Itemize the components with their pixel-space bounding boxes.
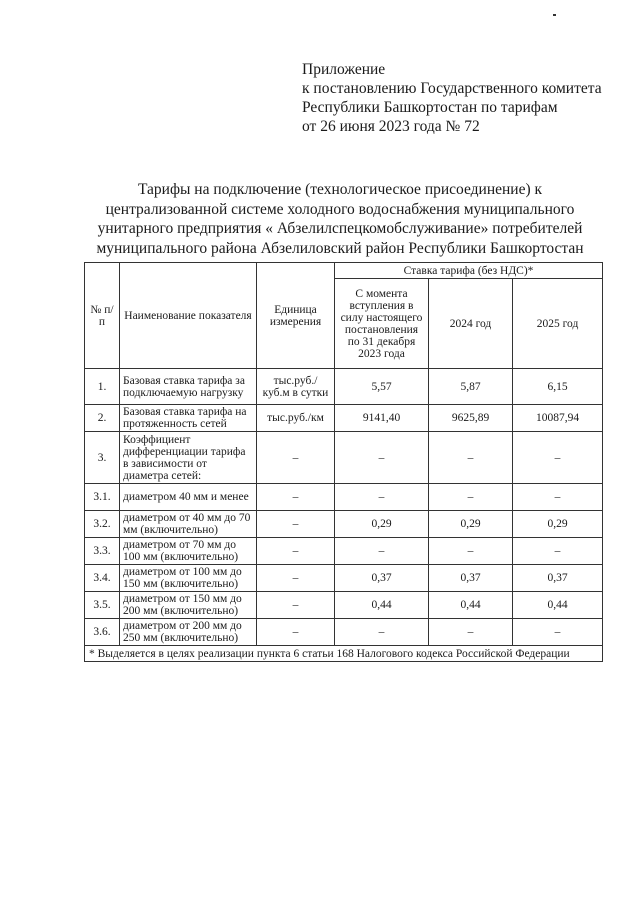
row-value-2025: – xyxy=(513,538,603,565)
row-value-current: – xyxy=(335,538,429,565)
row-value-2024: 0,29 xyxy=(429,511,513,538)
row-unit: – xyxy=(257,592,335,619)
row-value-2024: 5,87 xyxy=(429,369,513,405)
row-value-current: – xyxy=(335,619,429,646)
row-name: Базовая ставка тарифа на протяженность сетей xyxy=(120,405,257,432)
row-value-2025: – xyxy=(513,484,603,511)
row-value-2025: 6,15 xyxy=(513,369,603,405)
row-unit: – xyxy=(257,511,335,538)
row-value-2025: 0,37 xyxy=(513,565,603,592)
row-value-current: 9141,40 xyxy=(335,405,429,432)
title-line: Тарифы на подключение (технологическое присоединение) к xyxy=(137,181,543,198)
row-unit: тыс.руб./км xyxy=(257,405,335,432)
row-value-current: – xyxy=(335,432,429,484)
table-row xyxy=(85,565,603,592)
row-num: 3.3. xyxy=(85,538,120,565)
tariff-table xyxy=(84,262,603,662)
header-unit: Единица измерения xyxy=(257,263,335,369)
row-unit: – xyxy=(257,619,335,646)
row-unit: – xyxy=(257,484,335,511)
row-unit: – xyxy=(257,565,335,592)
appendix-line: от 26 июня 2023 года № 72 xyxy=(302,118,480,135)
row-value-2024: 9625,89 xyxy=(429,405,513,432)
table-row xyxy=(85,511,603,538)
row-name: диаметром от 200 мм до 250 мм (включительно) xyxy=(120,619,257,646)
row-name: Коэффициент дифференциации тарифа в зависимости от диаметра сетей: xyxy=(120,432,257,484)
row-value-2024: – xyxy=(429,484,513,511)
row-num: 2. xyxy=(85,405,120,432)
row-unit: – xyxy=(257,432,335,484)
appendix-line: Республики Башкортостан по тарифам xyxy=(302,99,558,116)
row-value-current: 5,57 xyxy=(335,369,429,405)
row-value-2024: 0,44 xyxy=(429,592,513,619)
row-value-current: 0,29 xyxy=(335,511,429,538)
row-value-2024: – xyxy=(429,538,513,565)
table-row xyxy=(85,432,603,484)
row-value-2025: – xyxy=(513,619,603,646)
row-value-2025: 10087,94 xyxy=(513,405,603,432)
table-footnote: * Выделяется в целях реализации пункта 6 статьи 168 Налогового кодекса Российской Федерации xyxy=(85,646,603,662)
table-row xyxy=(85,369,603,405)
row-num: 3.6. xyxy=(85,619,120,646)
row-num: 1. xyxy=(85,369,120,405)
appendix-line: к постановлению Государственного комитета xyxy=(302,80,602,97)
title-line: унитарного предприятия « Абзелилспецкомобслуживание» потребителей xyxy=(97,220,583,237)
header-period-current: С момента вступления в силу настоящего постановления по 31 декабря 2023 года xyxy=(335,279,429,369)
header-period-2025: 2025 год xyxy=(513,279,603,369)
row-unit: тыс.руб./ куб.м в сутки xyxy=(257,369,335,405)
row-name: диаметром от 40 мм до 70 мм (включительно) xyxy=(120,511,257,538)
row-name: диаметром от 150 мм до 200 мм (включительно) xyxy=(120,592,257,619)
row-value-2024: – xyxy=(429,619,513,646)
row-value-2024: 0,37 xyxy=(429,565,513,592)
table-row xyxy=(85,405,603,432)
row-num: 3. xyxy=(85,432,120,484)
table-row xyxy=(85,484,603,511)
row-num: 3.1. xyxy=(85,484,120,511)
row-value-current: 0,37 xyxy=(335,565,429,592)
row-value-2024: – xyxy=(429,432,513,484)
header-rate-group: Ставка тарифа (без НДС)* xyxy=(335,263,603,279)
row-value-2025: – xyxy=(513,432,603,484)
row-name: диаметром от 100 мм до 150 мм (включительно) xyxy=(120,565,257,592)
row-value-2025: 0,29 xyxy=(513,511,603,538)
row-value-current: 0,44 xyxy=(335,592,429,619)
row-num: 3.2. xyxy=(85,511,120,538)
header-num: № п/п xyxy=(85,263,120,369)
document-title xyxy=(80,180,600,258)
row-name: Базовая ставка тарифа за подключаемую нагрузку xyxy=(120,369,257,405)
title-line: централизованной системе холодного водоснабжения муниципального xyxy=(105,200,575,218)
table-row xyxy=(85,592,603,619)
row-value-2025: 0,44 xyxy=(513,592,603,619)
header-name: Наименование показателя xyxy=(120,263,257,369)
header-period-2024: 2024 год xyxy=(429,279,513,369)
scan-mark xyxy=(553,14,556,16)
row-name: диаметром 40 мм и менее xyxy=(120,484,257,511)
row-num: 3.5. xyxy=(85,592,120,619)
row-value-current: – xyxy=(335,484,429,511)
row-unit: – xyxy=(257,538,335,565)
appendix-line: Приложение xyxy=(302,61,386,78)
appendix-header xyxy=(302,60,622,136)
row-num: 3.4. xyxy=(85,565,120,592)
table-row xyxy=(85,619,603,646)
table-row xyxy=(85,538,603,565)
title-line: муниципального района Абзелиловский район Республики Башкортостан xyxy=(96,239,584,257)
row-name: диаметром от 70 мм до 100 мм (включительно) xyxy=(120,538,257,565)
